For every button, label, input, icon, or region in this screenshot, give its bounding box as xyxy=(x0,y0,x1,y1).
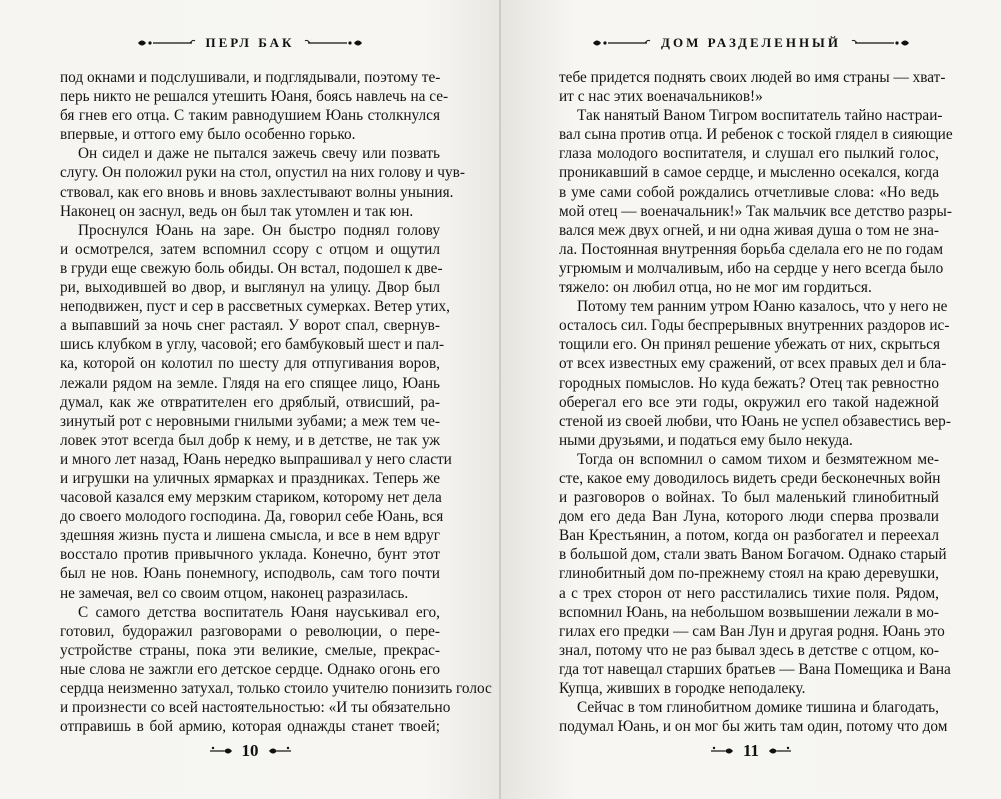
text-line: ри, выходившей во двор, и выглянул на улицу. Двор был xyxy=(60,279,440,297)
text-line: и разговоров о войнах. То был маленький глинобитный xyxy=(559,489,939,507)
text-line: в груди еще свежую боль обиды. Он встал, подошел к две- xyxy=(60,259,443,277)
flourish-left-icon xyxy=(591,36,651,50)
text-line: в уме сами собой рождались отчетливые слова: «Но ведь xyxy=(559,183,939,201)
text-line: дом его деда Ван Луна, которого люди сперва прозвали xyxy=(559,508,939,526)
left-folio xyxy=(0,741,500,761)
text-line: подумал Юань, и он мог бы жить там один, потому что дом xyxy=(559,718,948,736)
text-line: был не нов. Юань понемногу, исподволь, сам того почти xyxy=(60,565,440,583)
text-line: Купца, живших в городке неподалеку. xyxy=(559,680,806,697)
text-line: глаза молодого воспитателя, и слушал его пылкий голос, xyxy=(559,145,939,163)
text-line: ствовал, как его вновь и вновь захлестывают волны уныния. xyxy=(60,183,454,201)
text-line: Потому тем ранним утром Юаню казалось, что у него не xyxy=(577,298,948,316)
text-line: стеной из своей любви, что Юань не успел обзавестись вер- xyxy=(559,412,951,430)
text-line: ит с нас этих военачальников!» xyxy=(559,88,763,106)
text-line: лежали рядом на земле. Глядя на его спящее лицо, Юань xyxy=(60,374,440,392)
text-line: а с трех сторон от него расстилались тихие поля. Рядом, xyxy=(559,584,939,602)
text-line: С самого детства воспитатель Юаня науськивал его, xyxy=(78,603,440,621)
running-head-title: ДОМ РАЗДЕЛЕННЫЙ xyxy=(661,35,841,50)
text-line: оберегал его все эти годы, окружил его такой надежной xyxy=(559,393,939,411)
text-line: ными друзьями, и податься ему было некуда. xyxy=(559,431,853,449)
running-head-title: ПЕРЛ БАК xyxy=(205,35,295,50)
text-line: часовой казался ему мерзким стариком, которому нет дела xyxy=(60,489,442,507)
text-line: сте, какое ему доводилось видеть среди бесконечных войн xyxy=(559,469,941,487)
text-line: а выпавший за ночь снег растаял. У ворот спал, свернув- xyxy=(60,317,440,335)
text-line: ловек этот всегда был добр к нему, и в детстве, не так уж xyxy=(60,431,440,449)
text-line: отправишь в бой армию, которая однажды станет твоей; xyxy=(60,718,440,736)
folio-ornament-icon xyxy=(709,745,735,757)
text-line: бя гнев его отца. С таким равнодушием Юань столкнулся xyxy=(60,107,440,125)
text-line: думал, как же отвратителен его дряблый, отвисший, ра- xyxy=(60,393,440,411)
text-line: мой отец — военачальник!» Так мальчик все детство разры- xyxy=(559,202,952,220)
text-line: перь никто не решался утешить Юаня, боясь навлечь на се- xyxy=(60,88,449,106)
text-line: вал сына против отца. И ребенок с тоской глядел в сияющие xyxy=(559,126,953,144)
text-line: сердца неизменно затухал, только стоило учителю понизить голос xyxy=(60,680,492,697)
text-line: восстало против привычного уклада. Конечно, бунт этот xyxy=(60,546,440,564)
text-line: готовил, будоражил разговорами о революции, о пере- xyxy=(60,622,440,640)
page-number: 10 xyxy=(241,741,259,760)
right-folio xyxy=(501,741,1001,761)
text-line: городных помыслов. Но куда бежать? Отец так ревностно xyxy=(559,374,939,392)
text-line: устройстве страны, пока эти великие, смелые, прекрас- xyxy=(60,641,440,659)
text-line: Сейчас в том глинобитном домике тишина и благодать, xyxy=(577,699,939,717)
text-line: под окнами и подслушивали, и подглядывали, поэтому те- xyxy=(60,69,441,86)
flourish-right-icon xyxy=(304,36,364,50)
text-line: глинобитный дом по-прежнему стоял на краю деревушки, xyxy=(559,565,939,583)
text-line: гда тот навещал старших братьев — Вана Помещика и Вана xyxy=(559,660,951,678)
left-page xyxy=(0,0,500,799)
left-running-head xyxy=(0,35,500,51)
text-line: гилах его предки — сам Ван Лун и другая родня. Юань это xyxy=(559,622,945,640)
flourish-right-icon xyxy=(851,36,911,50)
text-line: зинутый рот с неровными гнилыми зубами; а меж тем че- xyxy=(60,412,440,430)
text-line: ка, которой он колотил по шесту для отпугивания воров, xyxy=(60,355,440,373)
text-line: Проснулся Юань на заре. Он быстро поднял голову xyxy=(78,221,440,239)
flourish-left-icon xyxy=(136,36,196,50)
text-line: проникавший в самое сердце, и мысленно осекался, когда xyxy=(559,164,939,182)
page-number: 11 xyxy=(742,741,760,760)
folio-ornament-icon xyxy=(267,745,293,757)
text-line: и осмотрелся, затем вспомнил ссору с отцом и ощутил xyxy=(60,240,440,258)
text-line: и много лет назад, Юань нередко выпрашивал у него сласти xyxy=(60,450,452,468)
right-page xyxy=(501,0,1001,799)
text-line: Ван Крестьянин, а потом, когда он разбогател и переехал xyxy=(559,527,939,545)
text-line: знал, потому что не раз бывал здесь в детстве с отцом, ко- xyxy=(559,641,939,659)
text-line: шись клубком в углу, часовой; его бамбуковый шест и пал- xyxy=(60,336,445,354)
right-body-text xyxy=(559,68,953,736)
text-line: не замечая, вел со своим отцом, наконец разразилась. xyxy=(60,584,409,602)
text-line: в большой дом, стали звать Ваном Богачом. Однако старый xyxy=(559,546,947,564)
text-line: вспомнил Юань, на небольшом возвышении лежали в мо- xyxy=(559,603,939,621)
text-line: от всех известных ему сражений, от всех правых дел и бла- xyxy=(559,355,947,373)
text-line: тебе придется поднять своих людей во имя страны — хват- xyxy=(559,69,946,86)
text-line: Он сидел и даже не пытался зажечь свечу или позвать xyxy=(78,145,440,163)
text-line: Наконец он заснул, ведь он был так утомлен и так юн. xyxy=(60,202,414,220)
text-line: и произнести со всей настоятельностью: «И ты обязательно xyxy=(60,699,451,717)
text-line: угрюмым и молчаливым, ибо на сердце у него всегда было xyxy=(559,259,944,277)
folio-ornament-icon xyxy=(767,745,793,757)
text-line: до своего молодого господина. Да, говорил себе Юань, вся xyxy=(60,508,444,526)
text-line: неподвижен, пуст и сер в рассветных сумерках. Ветер утих, xyxy=(60,298,450,316)
text-line: и игрушки на уличных ярмарках и праздниках. Теперь же xyxy=(60,469,440,487)
text-line: здешняя жизнь пуста и лишена смысла, и все в нем вдруг xyxy=(60,527,440,545)
text-line: слугу. Он положил руки на стол, опустил на них голову и чув- xyxy=(60,164,465,182)
text-line: Тогда он вспомнил о самом тихом и безмятежном ме- xyxy=(577,450,939,468)
text-line: тяжело: он любил отца, но не мог им гордиться. xyxy=(559,279,872,297)
text-line: ла. Постоянная внутренняя борьба сделала его не по годам xyxy=(559,240,944,258)
text-line: осталось сил. Годы беспрерывных внутренних раздоров ис- xyxy=(559,317,950,335)
folio-ornament-icon xyxy=(208,745,234,757)
left-body-text xyxy=(60,68,492,736)
text-line: вался меж двух огней, и ни одна живая душа о том не зна- xyxy=(559,221,939,239)
text-line: тощили его. Он принял решение убежать от них, скрыться xyxy=(559,336,940,354)
text-line: Так нанятый Ваном Тигром воспитатель тайно настраи- xyxy=(577,107,943,125)
text-line: впервые, и оттого ему было особенно горько. xyxy=(60,126,356,144)
right-running-head xyxy=(501,35,1001,51)
text-line: ные слова не зажгли его детское сердце. Однако огонь его xyxy=(60,660,440,678)
